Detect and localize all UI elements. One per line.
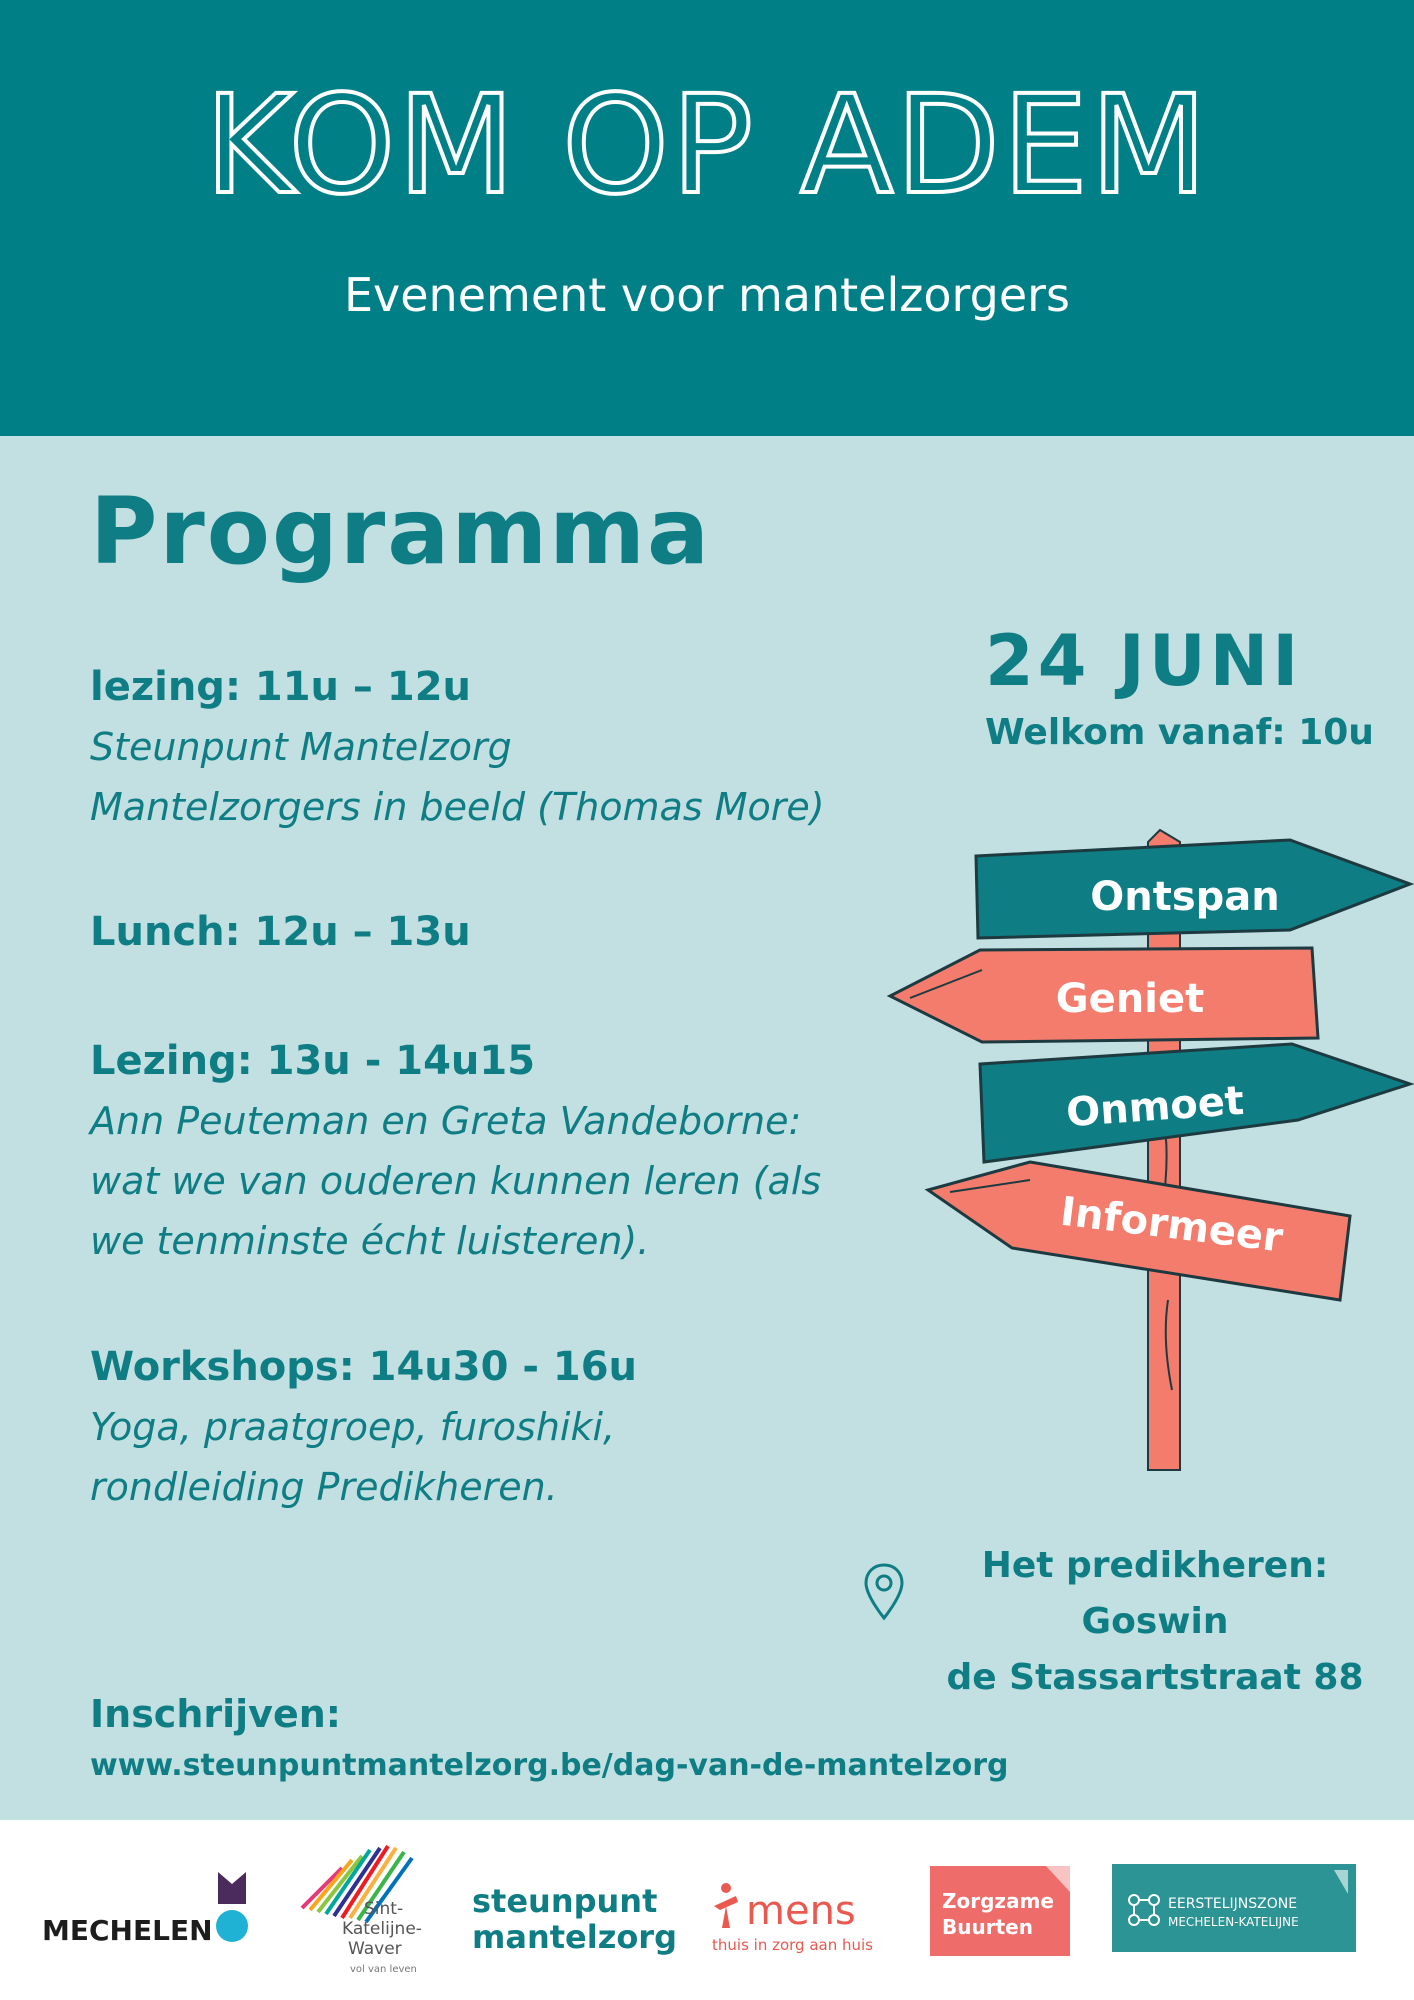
program-item-line: wat we van ouderen kunnen leren (als <box>90 1159 822 1203</box>
registration-label: Inschrijven: <box>90 1692 341 1736</box>
logo-text: vol van leven <box>350 1964 417 1975</box>
logo-text: Sint- <box>364 1899 404 1919</box>
logo-text: MECHELEN-KATELIJNE <box>1168 1915 1299 1929</box>
logo-text: Zorgzame <box>942 1889 1054 1913</box>
logo-text: Katelijne- <box>342 1919 422 1939</box>
subtitle: Evenement voor mantelzorgers <box>343 268 1071 322</box>
logo-text: thuis in zorg aan huis <box>712 1936 873 1954</box>
program-item-line: Steunpunt Mantelzorg <box>90 725 512 769</box>
program-item-line: Yoga, praatgroep, furoshiki, <box>90 1405 616 1449</box>
steunpunt-mantelzorg-logo <box>470 1878 690 1958</box>
mechelen-logo <box>42 1870 252 1950</box>
event-location <box>920 1538 1390 1706</box>
logo-text: steunpunt <box>472 1882 658 1920</box>
program-item-lecture-2 <box>90 1031 870 1271</box>
sign-label: Informeer <box>1057 1188 1286 1262</box>
program-item-time: lezing: 11u – 12u <box>90 664 471 710</box>
program-item-line: rondleiding Predikheren. <box>90 1465 558 1509</box>
logo-text: Buurten <box>942 1915 1033 1939</box>
sign-label: Ontspan <box>1090 874 1280 920</box>
program-item-line: Ann Peuteman en Greta Vandeborne: <box>90 1099 802 1143</box>
location-line: de Stassartstraat 88 <box>946 1657 1364 1698</box>
eerstelijnszone-logo <box>1112 1864 1356 1952</box>
main-title: KOM OP ADEM <box>204 67 1210 225</box>
i-mens-logo <box>712 1878 902 1958</box>
event-date: 24 JUNI <box>985 620 1303 702</box>
registration-link[interactable]: www.steunpuntmantelzorg.be/dag-van-de-mantelzorg <box>90 1748 1009 1783</box>
logo-text: mens <box>746 1888 856 1934</box>
sign-ontspan <box>976 840 1410 938</box>
sign-informeer <box>928 1162 1350 1300</box>
sign-label: Onmoet <box>1064 1077 1246 1137</box>
logo-text: Waver <box>348 1939 402 1959</box>
location-line: Het predikheren: Goswin <box>981 1545 1329 1642</box>
signpost-illustration <box>880 820 1414 1480</box>
program-item-time: Lezing: 13u - 14u15 <box>90 1038 536 1084</box>
program-item-line: Mantelzorgers in beeld (Thomas More) <box>90 785 825 829</box>
program-item-workshops <box>90 1337 870 1517</box>
sign-label: Geniet <box>1055 976 1205 1022</box>
zorgzame-buurten-logo <box>930 1866 1070 1956</box>
map-pin-icon <box>862 1562 906 1622</box>
program-heading: Programma <box>90 478 712 585</box>
logo-text: mantelzorg <box>472 1918 677 1956</box>
program-item-time: Workshops: 14u30 - 16u <box>90 1344 638 1390</box>
program-item-lunch <box>90 902 870 962</box>
logo-text: EERSTELIJNSZONE <box>1168 1896 1298 1912</box>
welcome-time: Welkom vanaf: 10u <box>985 712 1374 753</box>
sign-onmoet <box>980 1044 1410 1162</box>
program-item-time: Lunch: 12u – 13u <box>90 909 471 955</box>
program-item-lecture-1 <box>90 657 870 837</box>
program-item-line: we tenminste écht luisteren). <box>90 1219 650 1263</box>
sint-katelijne-waver-logo <box>292 1838 442 1988</box>
sign-geniet <box>890 948 1318 1042</box>
logo-text: MECHELEN <box>42 1914 213 1947</box>
